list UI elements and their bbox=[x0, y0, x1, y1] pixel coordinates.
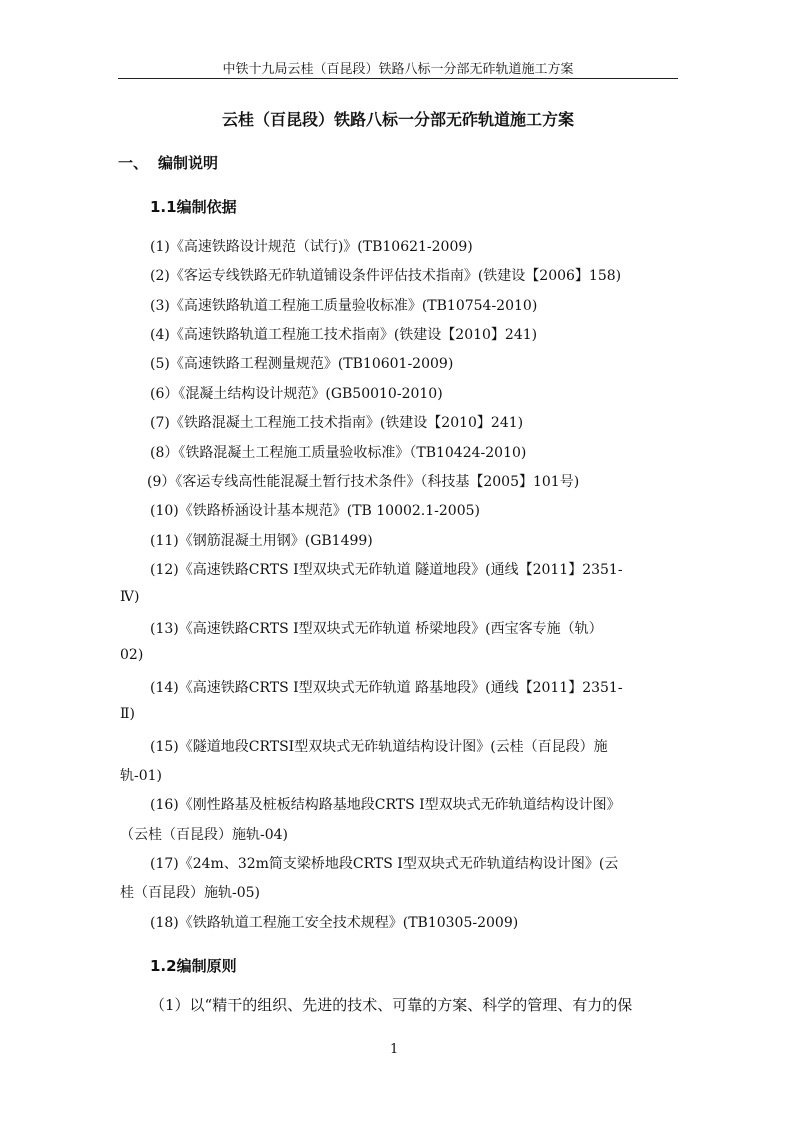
reference-item: (9）《客运专线高性能混凝土暂行技术条件》（科技基【2005】101号) bbox=[147, 474, 580, 490]
reference-item-cont: Ⅱ) bbox=[120, 706, 135, 722]
section-label: 编制说明 bbox=[158, 154, 219, 172]
reference-item: (15)《隧道地段CRTSⅠ型双块式无砟轨道结构设计图》(云桂（百昆段）施 bbox=[150, 739, 608, 755]
reference-item: (16)《刚性路基及桩板结构路基地段CRTS Ⅰ型双块式无砟轨道结构设计图》 bbox=[150, 797, 621, 813]
page-header: 中铁十九局云桂（百昆段）铁路八标一分部无砟轨道施工方案 bbox=[222, 62, 574, 77]
reference-item: (8）《铁路混凝土工程施工质量验收标准》（TB10424-2010) bbox=[150, 445, 527, 461]
section-heading bbox=[118, 152, 218, 173]
reference-item: (2)《客运专线铁路无砟轨道铺设条件评估技术指南》(铁建设【2006】158) bbox=[150, 268, 622, 284]
reference-item-cont: （云桂（百昆段）施轨-04) bbox=[120, 827, 289, 843]
reference-item: (6）《混凝土结构设计规范》(GB50010-2010) bbox=[150, 386, 443, 402]
page-number: 1 bbox=[390, 1042, 399, 1057]
body-paragraph: （1）以“精干的组织、先进的技术、可靠的方案、科学的管理、有力的保 bbox=[150, 996, 633, 1014]
reference-item: (3)《高速铁路轨道工程施工质量验收标准》(TB10754-2010) bbox=[150, 298, 538, 314]
reference-item: (14)《高速铁路CRTS Ⅰ型双块式无砟轨道 路基地段》(通线【2011】2351- bbox=[150, 680, 623, 696]
reference-item-cont: 02) bbox=[120, 647, 144, 663]
reference-item: (4)《高速铁路轨道工程施工技术指南》(铁建设【2010】241) bbox=[150, 327, 538, 343]
header-rule bbox=[118, 78, 678, 79]
reference-item: (12)《高速铁路CRTS Ⅰ型双块式无砟轨道 隧道地段》(通线【2011】2351- bbox=[150, 562, 623, 578]
reference-item: (11)《钢筋混凝土用钢》(GB1499) bbox=[150, 533, 373, 549]
reference-item: (7)《铁路混凝土工程施工技术指南》(铁建设【2010】241) bbox=[150, 415, 524, 431]
subsection-heading: 1.1编制依据 bbox=[150, 198, 237, 216]
reference-item: (1)《高速铁路设计规范（试行)》(TB10621-2009) bbox=[150, 239, 473, 255]
reference-item: (13)《高速铁路CRTS Ⅰ型双块式无砟轨道 桥梁地段》(西宝客专施（轨） bbox=[150, 621, 603, 637]
subsection-heading: 1.2编制原则 bbox=[150, 957, 237, 975]
reference-item: (5)《高速铁路工程测量规范》(TB10601-2009) bbox=[150, 356, 454, 372]
section-number: 一、 bbox=[118, 154, 149, 172]
reference-item-cont: 桂（百昆段）施轨-05) bbox=[120, 885, 261, 901]
reference-item: (18)《铁路轨道工程施工安全技术规程》(TB10305-2009) bbox=[150, 915, 519, 931]
reference-item: (10)《铁路桥涵设计基本规范》(TB 10002.1-2005) bbox=[150, 503, 480, 519]
reference-item-cont: 轨-01) bbox=[120, 768, 163, 784]
reference-item: (17)《24m、32m简支梁桥地段CRTS Ⅰ型双块式无砟轨道结构设计图》(云 bbox=[150, 856, 619, 872]
reference-item-cont: Ⅳ) bbox=[120, 589, 140, 605]
document-title: 云桂（百昆段）铁路八标一分部无砟轨道施工方案 bbox=[221, 110, 574, 129]
